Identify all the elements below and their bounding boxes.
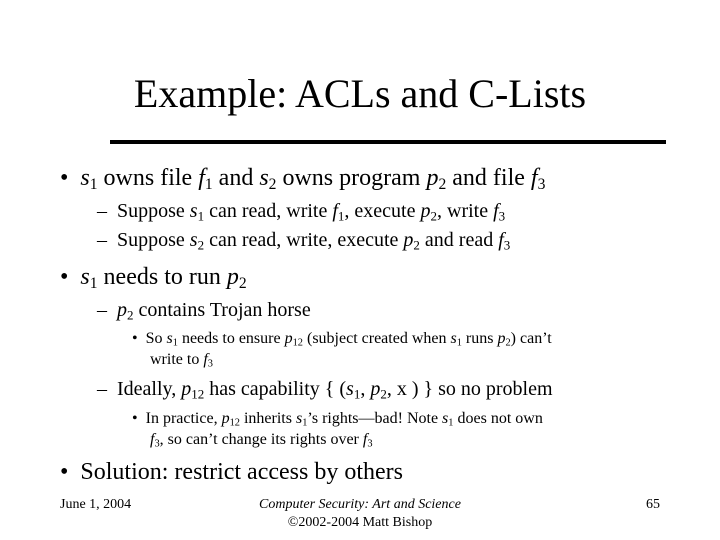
bullet-3 [60,458,403,486]
bullet-2 [60,263,247,291]
text: , write [437,200,494,222]
var-p: p [117,299,127,321]
text: (subject created when [302,330,451,347]
var-p: p [181,378,192,400]
text: So [145,330,167,347]
var-f: f [203,351,208,368]
text: , execute [344,200,421,222]
footer-copyright: ©2002-2004 Matt Bishop [287,515,433,530]
subscript: 1 [89,274,98,292]
subscript: 3 [537,175,546,193]
subscript: 12 [229,417,240,429]
subscript: 2 [430,208,437,224]
text: runs [461,330,498,347]
bullet-2-2-1 [132,409,543,429]
text: and read [419,229,499,251]
title-divider [110,140,666,144]
bullet-marker: • [132,330,138,347]
footer-course: Computer Security: Art and Science [259,497,461,512]
var-s: s [442,410,449,427]
subscript: 2 [438,175,447,193]
bullet-1-2 [97,228,510,252]
text: and file [446,165,531,191]
slide-title: Example: ACLs and C-Lists [133,71,587,116]
var-p: p [420,200,431,222]
bullet-2-1 [97,298,311,322]
subscript: 1 [302,417,308,429]
bullet-2-1-1-cont [150,350,213,370]
text: does not own [453,410,543,427]
text: owns program [276,165,427,191]
var-p: p [370,378,381,400]
var-s: s [166,330,173,347]
var-s: s [346,378,354,400]
bullet-2-2-1-cont [150,430,373,450]
subscript: 2 [505,337,511,349]
bullet-marker: • [60,264,69,290]
subscript: 1 [172,337,178,349]
var-s: s [295,410,303,427]
dash-marker: – [97,200,107,222]
subscript: 1 [197,208,205,224]
text: owns file [97,165,199,191]
bullet-marker: • [132,410,138,427]
subscript: 3 [367,438,373,450]
text: Solution: restrict access by others [80,459,403,485]
text: can read, write, execute [204,229,404,251]
text: write to [150,351,204,368]
dash-marker: – [97,229,107,251]
text: Ideally, [117,378,182,400]
text: Suppose [117,200,190,222]
var-p: p [221,410,230,427]
subscript: 2 [380,386,387,402]
var-p: p [226,264,239,290]
subscript: 2 [197,237,205,253]
text: , x ) } so no problem [386,378,553,400]
text: , [360,378,371,400]
text: ’s rights—bad! Note [307,410,443,427]
var-f: f [493,200,499,222]
subscript: 1 [448,417,454,429]
var-f: f [332,200,338,222]
subscript: 2 [127,307,134,323]
bullet-2-1-1 [132,329,552,349]
subscript: 1 [204,175,213,193]
subscript: 2 [238,274,247,292]
var-s: s [80,165,90,191]
text: can read, write [204,200,333,222]
text: contains Trojan horse [133,299,311,321]
text: needs to ensure [177,330,285,347]
text: and [212,165,260,191]
text: ) can’t [510,330,552,347]
subscript: 2 [268,175,277,193]
bullet-marker: • [60,165,69,191]
var-f: f [198,165,205,191]
text: needs to run [97,264,227,290]
text: In practice, [145,410,222,427]
bullet-1-1 [97,199,505,223]
text: , so can’t change its rights over [159,431,363,448]
var-s: s [189,229,198,251]
subscript: 12 [292,337,303,349]
bullet-1 [60,164,545,192]
dash-marker: – [97,378,107,400]
text: inherits [239,410,296,427]
var-p: p [497,330,506,347]
var-s: s [450,330,457,347]
var-f: f [362,431,368,448]
var-f: f [498,229,504,251]
var-f: f [530,165,538,191]
var-p: p [284,330,293,347]
subscript: 1 [353,386,361,402]
bullet-marker: • [60,459,69,485]
var-s: s [189,200,198,222]
subscript: 12 [191,386,205,402]
var-s: s [80,264,90,290]
subscript: 3 [207,358,213,370]
footer-page-number: 65 [646,497,660,512]
subscript: 1 [456,337,462,349]
text: Suppose [117,229,190,251]
subscript: 3 [154,438,160,450]
var-p: p [403,229,414,251]
subscript: 2 [413,237,420,253]
subscript: 3 [503,237,511,253]
bullet-2-2 [97,377,553,401]
var-s: s [259,165,269,191]
var-f: f [150,431,155,448]
subscript: 1 [337,208,345,224]
var-p: p [426,165,439,191]
subscript: 3 [498,208,506,224]
subscript: 1 [89,175,98,193]
footer-date: June 1, 2004 [60,497,132,512]
text: has capability { ( [204,378,347,400]
dash-marker: – [97,299,107,321]
